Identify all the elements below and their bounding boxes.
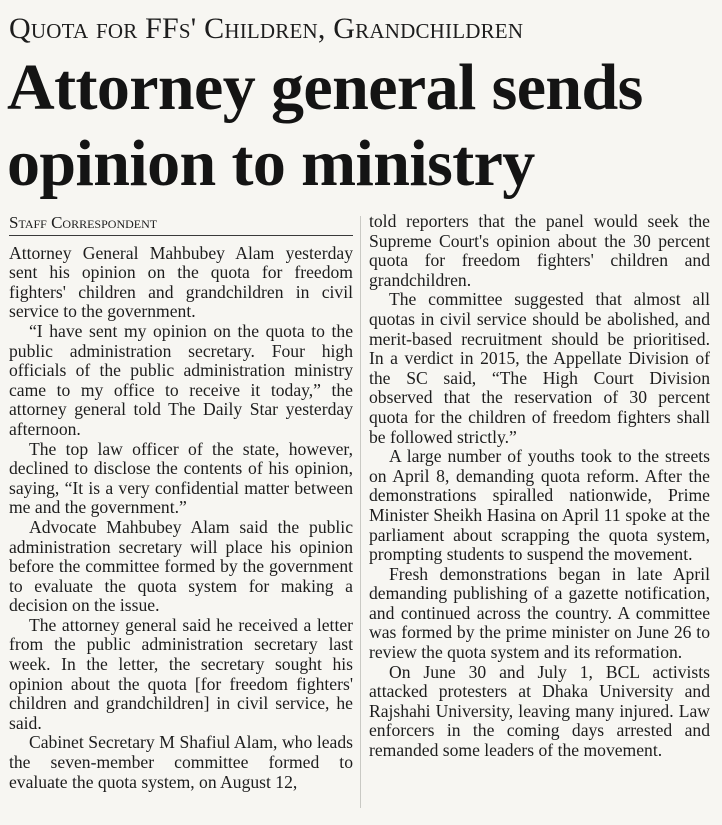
paragraph: Cabinet Secretary M Shafiul Alam, who leads the seven-member committee formed to evaluate the quota system, on August 12,: [9, 732, 353, 792]
paragraph: The committee suggested that almost all quotas in civil service should be abolished, and merit-based recruitment should be prioritised. In a verdict in 2015, the Appellate Division of the SC said, “The High Court Division observed that the reservation of 30 percent quota for the children of freedom fighters shall be followed strictly.”: [369, 289, 710, 447]
article-column-right: [369, 212, 710, 761]
paragraph: Fresh demonstrations began in late April demanding publishing of a gazette notification, and continued across the country. A committee was formed by the prime minister on June 26 to review the quota system and its reformation.: [369, 563, 710, 663]
paragraph: A large number of youths took to the streets on April 8, demanding quota reform. After the demonstrations spiralled nationwide, Prime Minister Sheikh Hasina on April 11 spoke at the parliament about scrapping the quota system, prompting students to suspend the movement.: [369, 446, 710, 565]
kicker: Quota for FFs' Children, Grandchildren: [9, 12, 524, 45]
article-column-left: [9, 213, 353, 792]
paragraph: On June 30 and July 1, BCL activists attacked protesters at Dhaka University and Rajshahi University, leaving many injured. Law enforcers in the coming days arrested and remanded some leaders of the movement.: [369, 661, 710, 761]
headline-line-2: opinion to ministry: [7, 127, 535, 200]
paragraph: The attorney general said he received a letter from the public administration secretary last week. In the letter, the secretary sought his opinion about the quota [for freedom fighters' children and grandchildren] in civil service, he said.: [9, 614, 353, 733]
paragraph: The top law officer of the state, however, declined to disclose the contents of his opinion, saying, “It is a very confidential matter between me and the government.”: [9, 438, 353, 518]
column-divider: [360, 216, 361, 808]
paragraph: Attorney General Mahbubey Alam yesterday sent his opinion on the quota for freedom fighters' children and grandchildren in civil service to the government.: [9, 242, 353, 322]
byline-rule: [9, 235, 353, 236]
paragraph: Advocate Mahbubey Alam said the public administration secretary will place his opinion before the committee formed by the government to evaluate the quota system for making a decision on the issue.: [9, 516, 353, 616]
headline: [7, 50, 643, 202]
headline-line-1: Attorney general sends: [7, 51, 643, 124]
byline: Staff Correspondent: [9, 213, 158, 232]
paragraph: told reporters that the panel would seek the Supreme Court's opinion about the 30 percent quota for freedom fighters' children and grandchildren.: [369, 211, 710, 290]
paragraph: “I have sent my opinion on the quota to the public administration secretary. Four high officials of the public administration ministry came to my office to receive it today,” the attorney general told The Daily Star yesterday afternoon.: [9, 320, 353, 439]
